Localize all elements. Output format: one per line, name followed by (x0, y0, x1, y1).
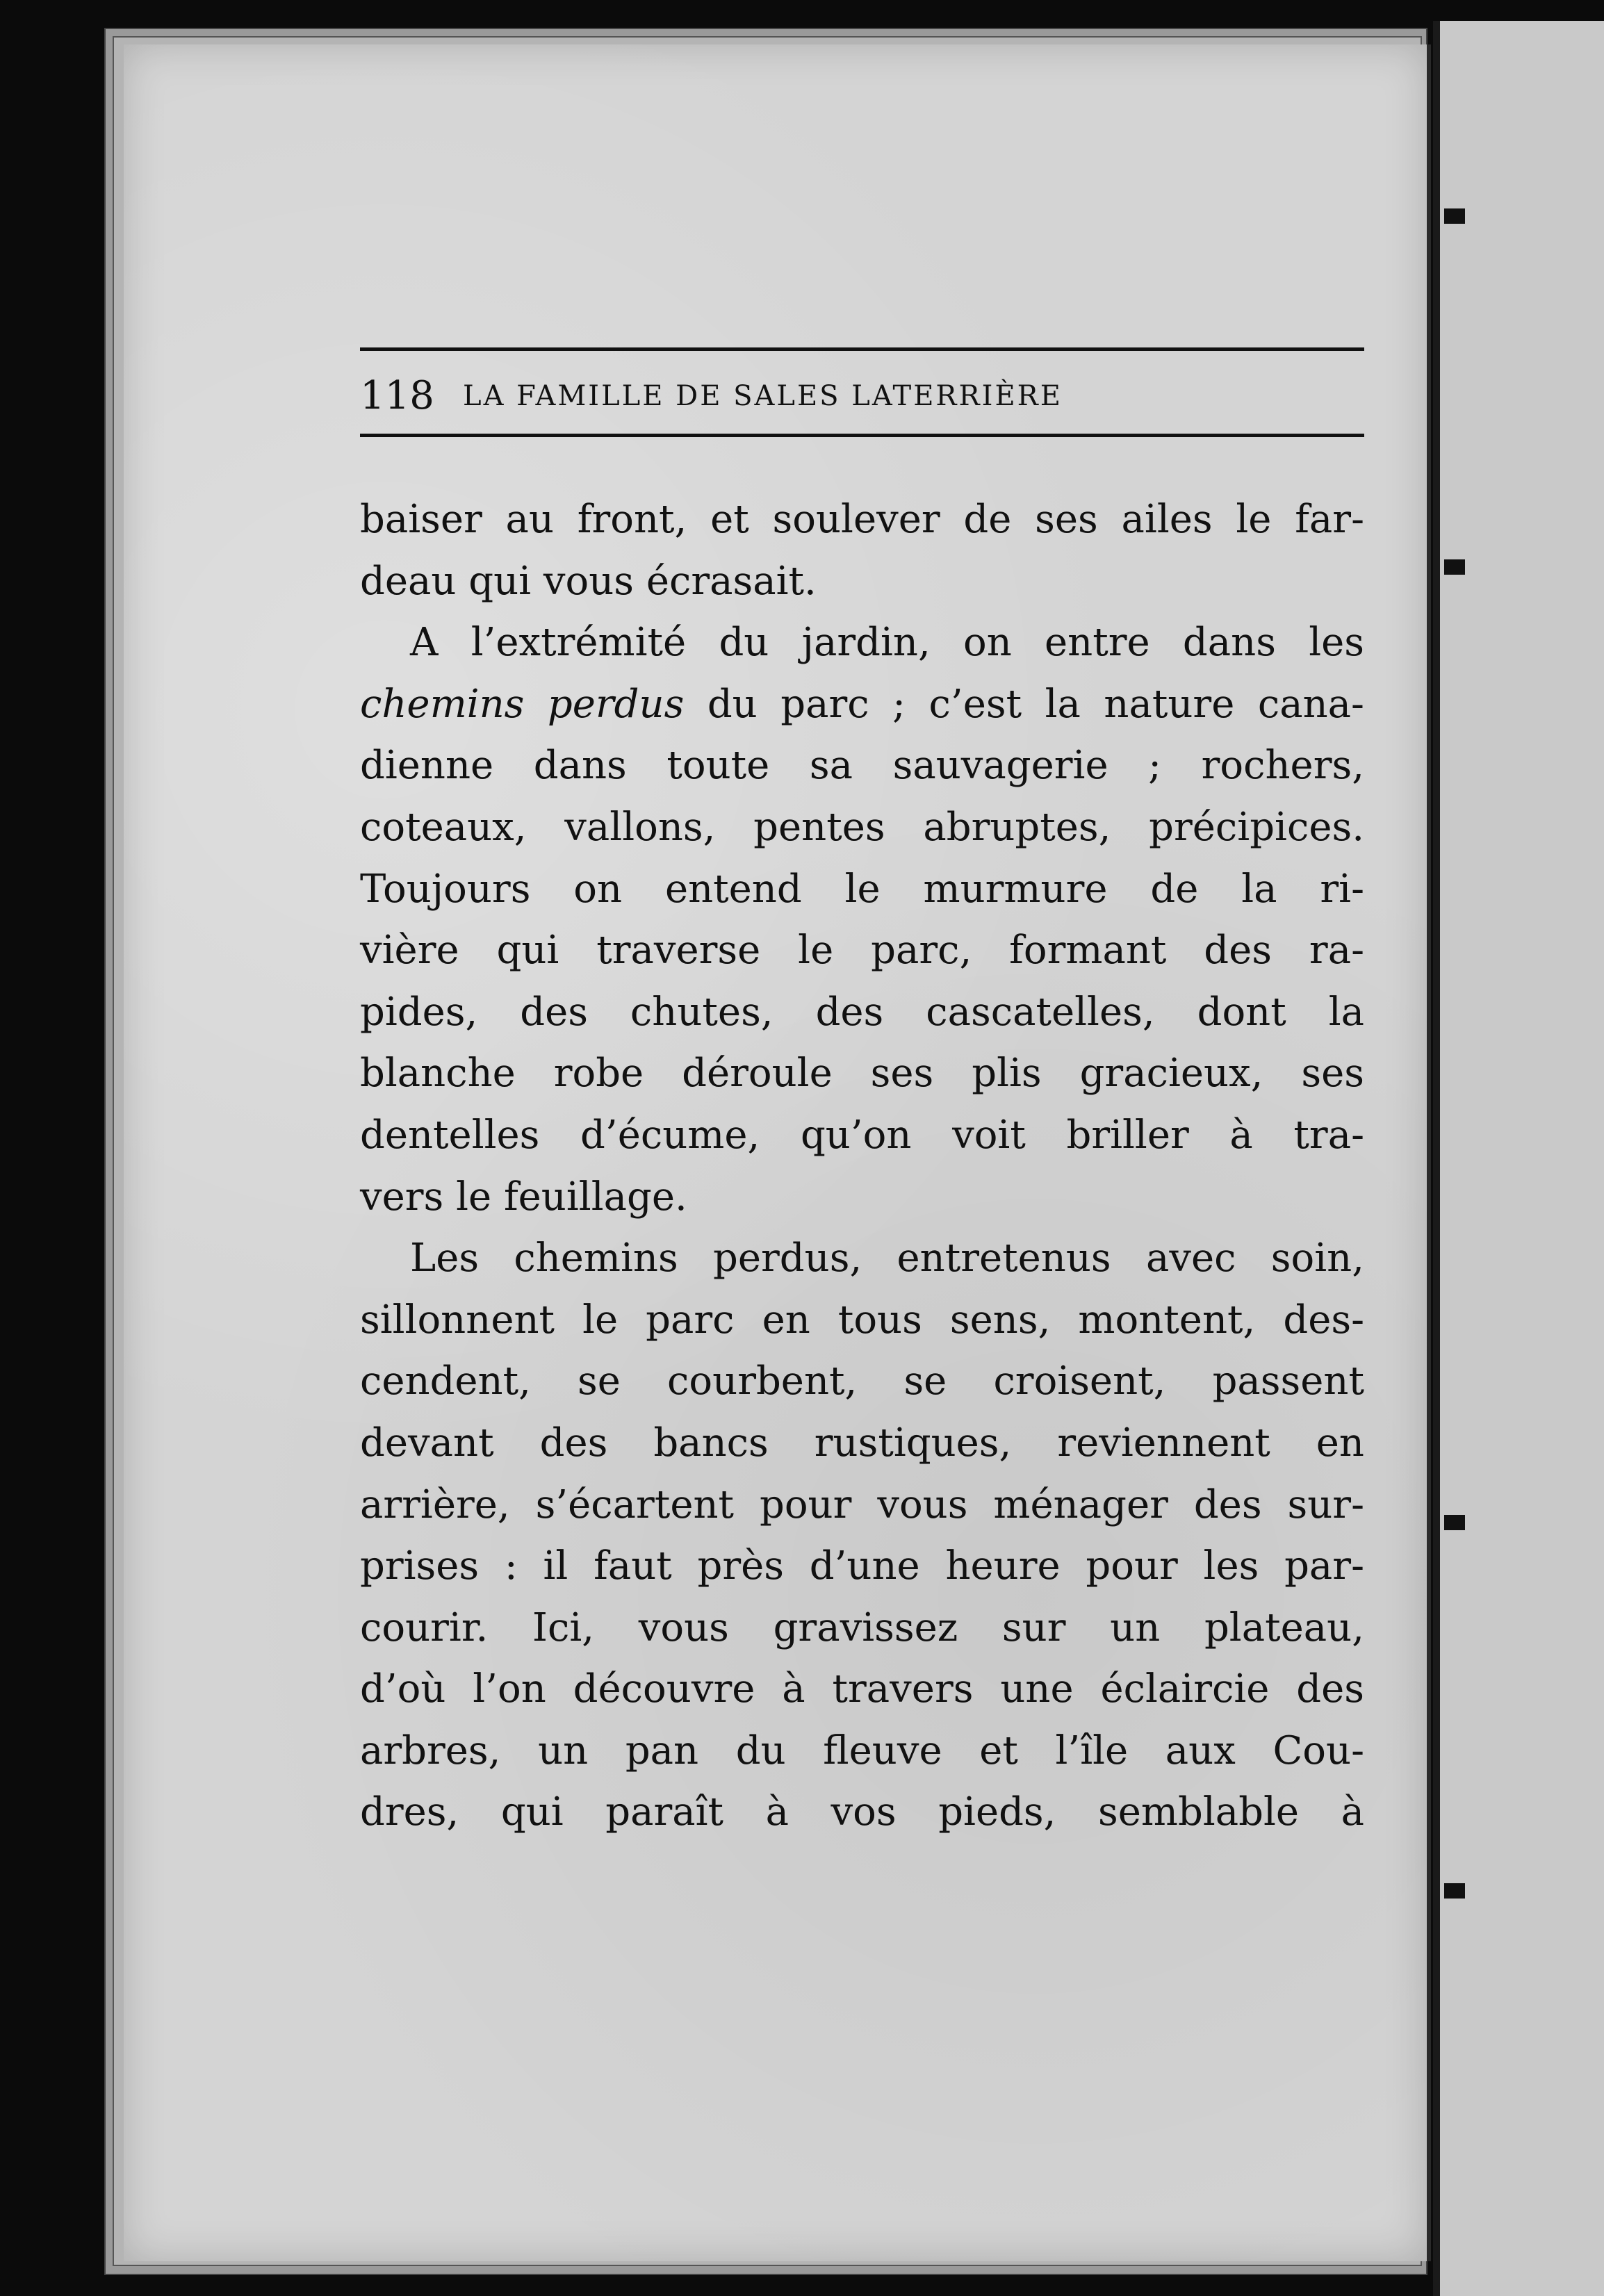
text-line: vers le feuillage. (360, 1174, 687, 1220)
header-rule-bottom (360, 434, 1364, 437)
text-line (360, 674, 1364, 736)
facing-page-edge (1433, 21, 1604, 2296)
binding-stitch (1444, 559, 1465, 575)
binding-stitch (1444, 1515, 1465, 1530)
running-title: LA FAMILLE DE SALES LATERRIÈRE (463, 380, 1063, 412)
text-line: dres, qui paraît à vos pieds, semblable à (360, 1789, 1364, 1835)
text-line: d’où l’on découvre à travers une éclaircie des (360, 1666, 1364, 1712)
text-line: sillonnent le parc en tous sens, montent, des- (360, 1297, 1364, 1343)
text-line: dentelles d’écume, qu’on voit briller à tra- (360, 1112, 1364, 1158)
text-line: A l’extrémité du jardin, on entre dans les (410, 620, 1364, 666)
page-number: 118 (360, 373, 434, 418)
text-line: coteaux, vallons, pentes abruptes, précipices. (360, 804, 1364, 850)
text-line: devant des bancs rustiques, reviennent en (360, 1420, 1364, 1466)
text-line: vière qui traverse le parc, formant des ra- (360, 928, 1364, 974)
text-line: Toujours on entend le murmure de la ri- (360, 866, 1364, 912)
italic-phrase: chemins perdus (360, 681, 685, 727)
binding-stitch (1444, 208, 1465, 224)
text-line: deau qui vous écrasait. (360, 558, 817, 604)
text-line: prises : il faut près d’une heure pour les par- (360, 1543, 1364, 1589)
text-line: Les chemins perdus, entretenus avec soin, (410, 1236, 1364, 1281)
text-line: baiser au front, et soulever de ses ailes le far- (360, 497, 1364, 542)
header-rule-top (360, 347, 1364, 351)
text-line: arrière, s’écartent pour vous ménager des sur- (360, 1482, 1364, 1527)
text-line: blanche robe déroule ses plis gracieux, ses (360, 1051, 1364, 1097)
running-head (360, 368, 1364, 424)
binding-stitch (1444, 1883, 1465, 1899)
text-line: dienne dans toute sa sauvagerie ; rochers, (360, 743, 1364, 789)
body-text (360, 489, 1364, 1844)
text-line-continuation: du parc ; c’est la nature cana- (707, 681, 1364, 727)
text-line: pides, des chutes, des cascatelles, dont la (360, 989, 1364, 1035)
book-page (124, 44, 1431, 2261)
text-line: courir. Ici, vous gravissez sur un plateau, (360, 1605, 1364, 1650)
text-line: arbres, un pan du fleuve et l’île aux Cou- (360, 1728, 1364, 1773)
text-line: cendent, se courbent, se croisent, passent (360, 1359, 1364, 1404)
